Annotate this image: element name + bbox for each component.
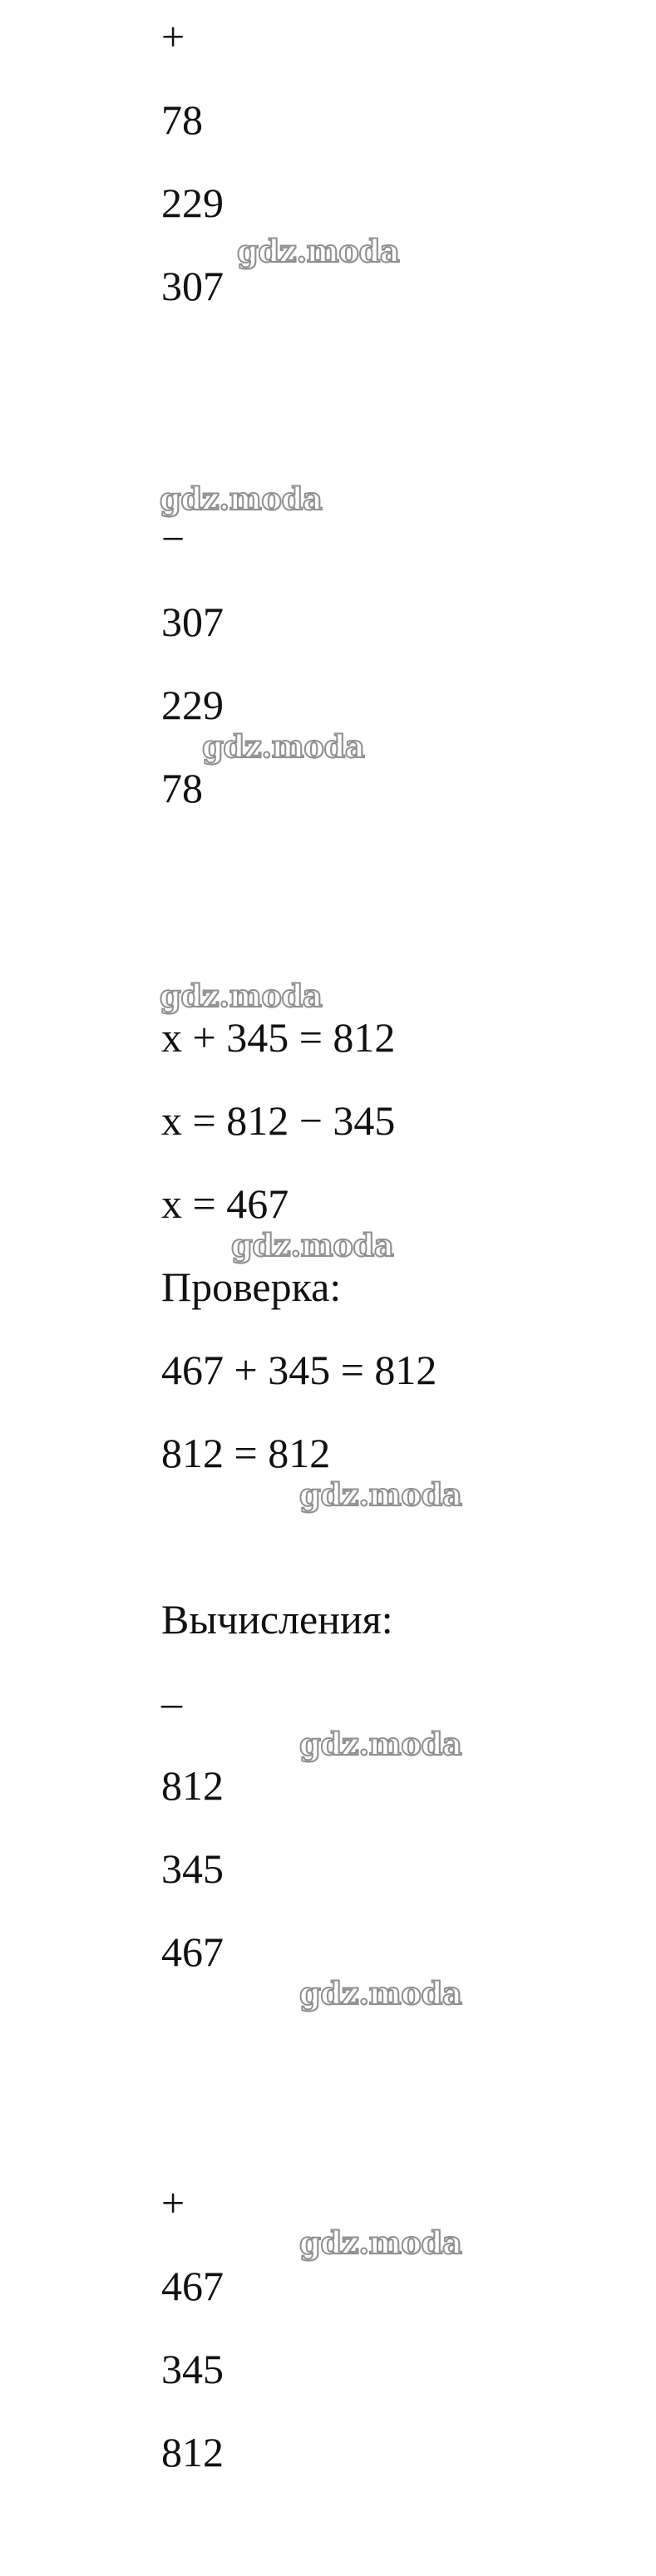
equation-line-2: x = 812 − 345 xyxy=(161,1097,396,1144)
watermark: gdz.moda xyxy=(237,233,400,269)
minus-sign: − xyxy=(161,515,185,562)
minuend: 307 xyxy=(161,598,224,645)
plus-sign: + xyxy=(161,13,185,60)
check-line-2: 812 = 812 xyxy=(161,1430,331,1476)
watermark: gdz.moda xyxy=(202,728,365,765)
addend-1: 78 xyxy=(161,96,203,143)
watermark: gdz.moda xyxy=(231,1227,394,1263)
watermark: gdz.moda xyxy=(299,2224,462,2261)
sum-result: 307 xyxy=(161,263,224,309)
sum-result-check: 812 xyxy=(161,2429,224,2475)
watermark: gdz.moda xyxy=(299,1975,462,2012)
addend-1-check: 467 xyxy=(161,2263,224,2309)
minus-sign-2: – xyxy=(161,1679,182,1726)
watermark: gdz.moda xyxy=(160,480,323,517)
equation-line-1: x + 345 = 812 xyxy=(161,1014,396,1061)
subtrahend: 229 xyxy=(161,682,224,728)
calculations-heading: Вычисления: xyxy=(161,1596,393,1643)
watermark: gdz.moda xyxy=(160,978,323,1014)
plus-sign-2: + xyxy=(161,2180,185,2226)
check-line-1: 467 + 345 = 812 xyxy=(161,1347,437,1393)
subtrahend-2: 345 xyxy=(161,1845,224,1892)
addend-2-check: 345 xyxy=(161,2346,224,2392)
check-heading: Проверка: xyxy=(161,1263,342,1310)
minuend-2: 812 xyxy=(161,1762,224,1809)
difference-result: 78 xyxy=(161,765,203,811)
addend-2: 229 xyxy=(161,180,224,226)
difference-result-2: 467 xyxy=(161,1928,224,1975)
watermark: gdz.moda xyxy=(299,1476,462,1513)
watermark: gdz.moda xyxy=(299,1726,462,1762)
equation-line-3: x = 467 xyxy=(161,1180,289,1227)
